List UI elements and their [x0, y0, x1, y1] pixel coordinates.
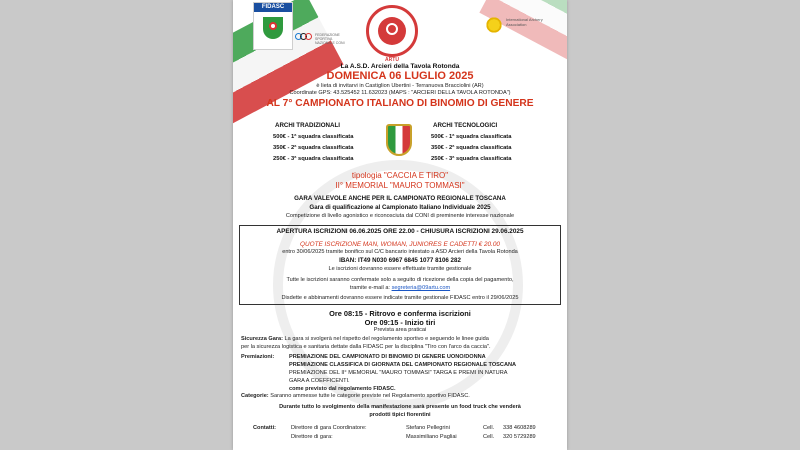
contact-role-2: Direttore di gara:	[291, 434, 333, 440]
schedule-start: Ore 09:15 - Inizio tiri	[364, 318, 436, 327]
food-truck-products: prodotti tipici fiorentini	[369, 412, 431, 418]
coni-recognition: Competizione di livello agonistico e riconosciuta dal CONI di preminente interesse nazionale	[285, 213, 515, 219]
international-archery-logo-icon	[485, 16, 503, 34]
fidasc-logo-text: FIDASC	[254, 3, 292, 12]
contact-phone-2: 320 5729289	[503, 434, 536, 440]
organizer-name: La A.S.D. Arcieri della Tavola Rotonda	[340, 63, 460, 70]
registration-box	[239, 225, 561, 305]
championship-title: AL 7° CAMPIONATO ITALIANO DI BINOMIO DI GENERE	[266, 98, 534, 109]
tavola-rotonda-seal-logo	[366, 5, 418, 57]
safety-text-1: La gara si svolgerà nel rispetto del regolamento sportivo e seguendo le linee guida	[284, 336, 489, 342]
seal-caption: ARTU	[385, 57, 399, 63]
confirmation-note: Tutte le iscrizioni saranno confermate solo a seguito di ricezione della copia del pagamento,	[286, 277, 514, 283]
event-flyer	[233, 0, 567, 450]
prizes-traditional-title: ARCHI TRADIZIONALI	[275, 122, 340, 129]
cancellation-note: Disdette e abbinamenti dovranno essere indicate tramite gestionale FIDASC entro il 29/06/2025	[281, 295, 519, 301]
qualification-note: Gara di qualificazione al Campionato Italiano Individuale 2025	[309, 204, 491, 211]
coni-logo-text: FEDERAZIONE SPORTIVA NAZIONALE CONI	[315, 33, 345, 45]
award-memorial: PREMIAZIONE DEL II° MEMORIAL "MAURO TOMMASI" TARGA E PREMI IN NATURA	[289, 370, 508, 376]
categories-text: Saranno ammesse tutte le categorie previste nel Regolamento sportivo FIDASC.	[270, 393, 470, 399]
prize-traditional-1: 500€ - 1ª squadra classificata	[273, 134, 354, 140]
award-coefficients: GARA A COEFFICENTI.	[289, 378, 350, 384]
contact-name-2: Massimiliano Pagliai	[406, 434, 457, 440]
prize-technological-1: 500€ - 1ª squadra classificata	[431, 134, 512, 140]
memorial-title: II° MEMORIAL "MAURO TOMMASI"	[335, 181, 465, 190]
prize-technological-2: 350€ - 2ª squadra classificata	[431, 145, 512, 151]
email-line	[233, 285, 567, 291]
practice-area-note: Prevista area praticai	[373, 327, 427, 333]
iban: IBAN: IT49 N030 6967 6845 1077 8106 282	[339, 257, 461, 264]
safety-label: Sicurezza Gara:	[241, 336, 283, 342]
schedule-meeting: Ore 08:15 - Ritrovo e conferma iscrizioni	[329, 309, 471, 318]
registration-fee: QUOTE ISCRIZIONE MAN, WOMAN, JUNIORES E CADETTI € 20.00	[300, 241, 500, 248]
coni-rings-icon	[295, 30, 313, 44]
fidasc-emblem-icon	[263, 17, 283, 39]
regional-validity: GARA VALEVOLE ANCHE PER IL CAMPIONATO REGIONALE TOSCANA	[294, 195, 506, 202]
italia-shield-icon	[386, 124, 412, 156]
categories-label: Categorie:	[241, 393, 269, 399]
international-archery-text: International Archery Association	[506, 17, 543, 27]
award-regulation: come previsto dal regolamento FIDASC.	[289, 386, 396, 392]
event-type: tipologia "CACCIA E TIRO"	[351, 171, 449, 180]
email-link[interactable]: segreteria@09artu.com	[391, 285, 451, 291]
safety-text-2: per la sicurezza logistica e sanitaria dettate dalla FIDASC per la disciplina "Tiro con l'arco da caccia".	[241, 344, 491, 350]
bank-transfer-note: entro 30/06/2025 tramite bonifico sul C/C bancario intestato a ASD Arcieri della Tavola Rotonda	[282, 249, 518, 255]
registration-note: Le iscrizioni dovranno essere effettuate tramite gestionale	[328, 266, 472, 272]
contact-role-1: Direttore di gara Coordinatore:	[291, 425, 367, 431]
prize-traditional-3: 250€ - 3ª squadra classificata	[273, 156, 354, 162]
award-regional: PREMIAZIONE CLASSIFICA DI GIORNATA DEL CAMPIONATO REGIONALE TOSCANA	[289, 362, 517, 368]
food-truck-note: Durante tutto lo svolgimento della manifestazione sarà presente un food truck che venderà	[279, 404, 521, 410]
email-prefix: tramite e-mail a:	[349, 285, 390, 291]
contacts-label: Contatti:	[253, 425, 276, 431]
award-binomio: PREMIAZIONE DEL CAMPIONATO DI BINOMIO DI GENERE UONO/DONNA	[289, 354, 486, 360]
safety-line-1	[241, 336, 489, 342]
invitation-line: è lieta di invitarvi in Castiglion Ubertini - Terranuova Bracciolini (AR)	[316, 83, 484, 89]
event-date: DOMENICA 06 LUGLIO 2025	[326, 70, 474, 82]
contact-name-1: Stefano Pellegrini	[406, 425, 450, 431]
contact-phone-1: 338 4608289	[503, 425, 536, 431]
categories-line	[241, 393, 470, 399]
registration-dates: APERTURA ISCRIZIONI 06.06.2025 ORE 22.00 - CHIUSURA ISCRIZIONI 29.06.2025	[276, 228, 524, 235]
prizes-technological-title: ARCHI TECNOLOGICI	[433, 122, 498, 129]
prize-traditional-2: 350€ - 2ª squadra classificata	[273, 145, 354, 151]
awards-label: Premiazioni:	[241, 354, 275, 360]
prize-technological-3: 250€ - 3ª squadra classificata	[431, 156, 512, 162]
fidasc-logo	[253, 2, 293, 50]
gps-coordinates: Coordinate GPS: 43.525452 11.632023 (MAPS : "ARCIERI DELLA TAVOLA ROTONDA")	[289, 90, 511, 96]
contact-cell-label-2: Cell.	[483, 434, 495, 440]
contact-cell-label-1: Cell.	[483, 425, 495, 431]
